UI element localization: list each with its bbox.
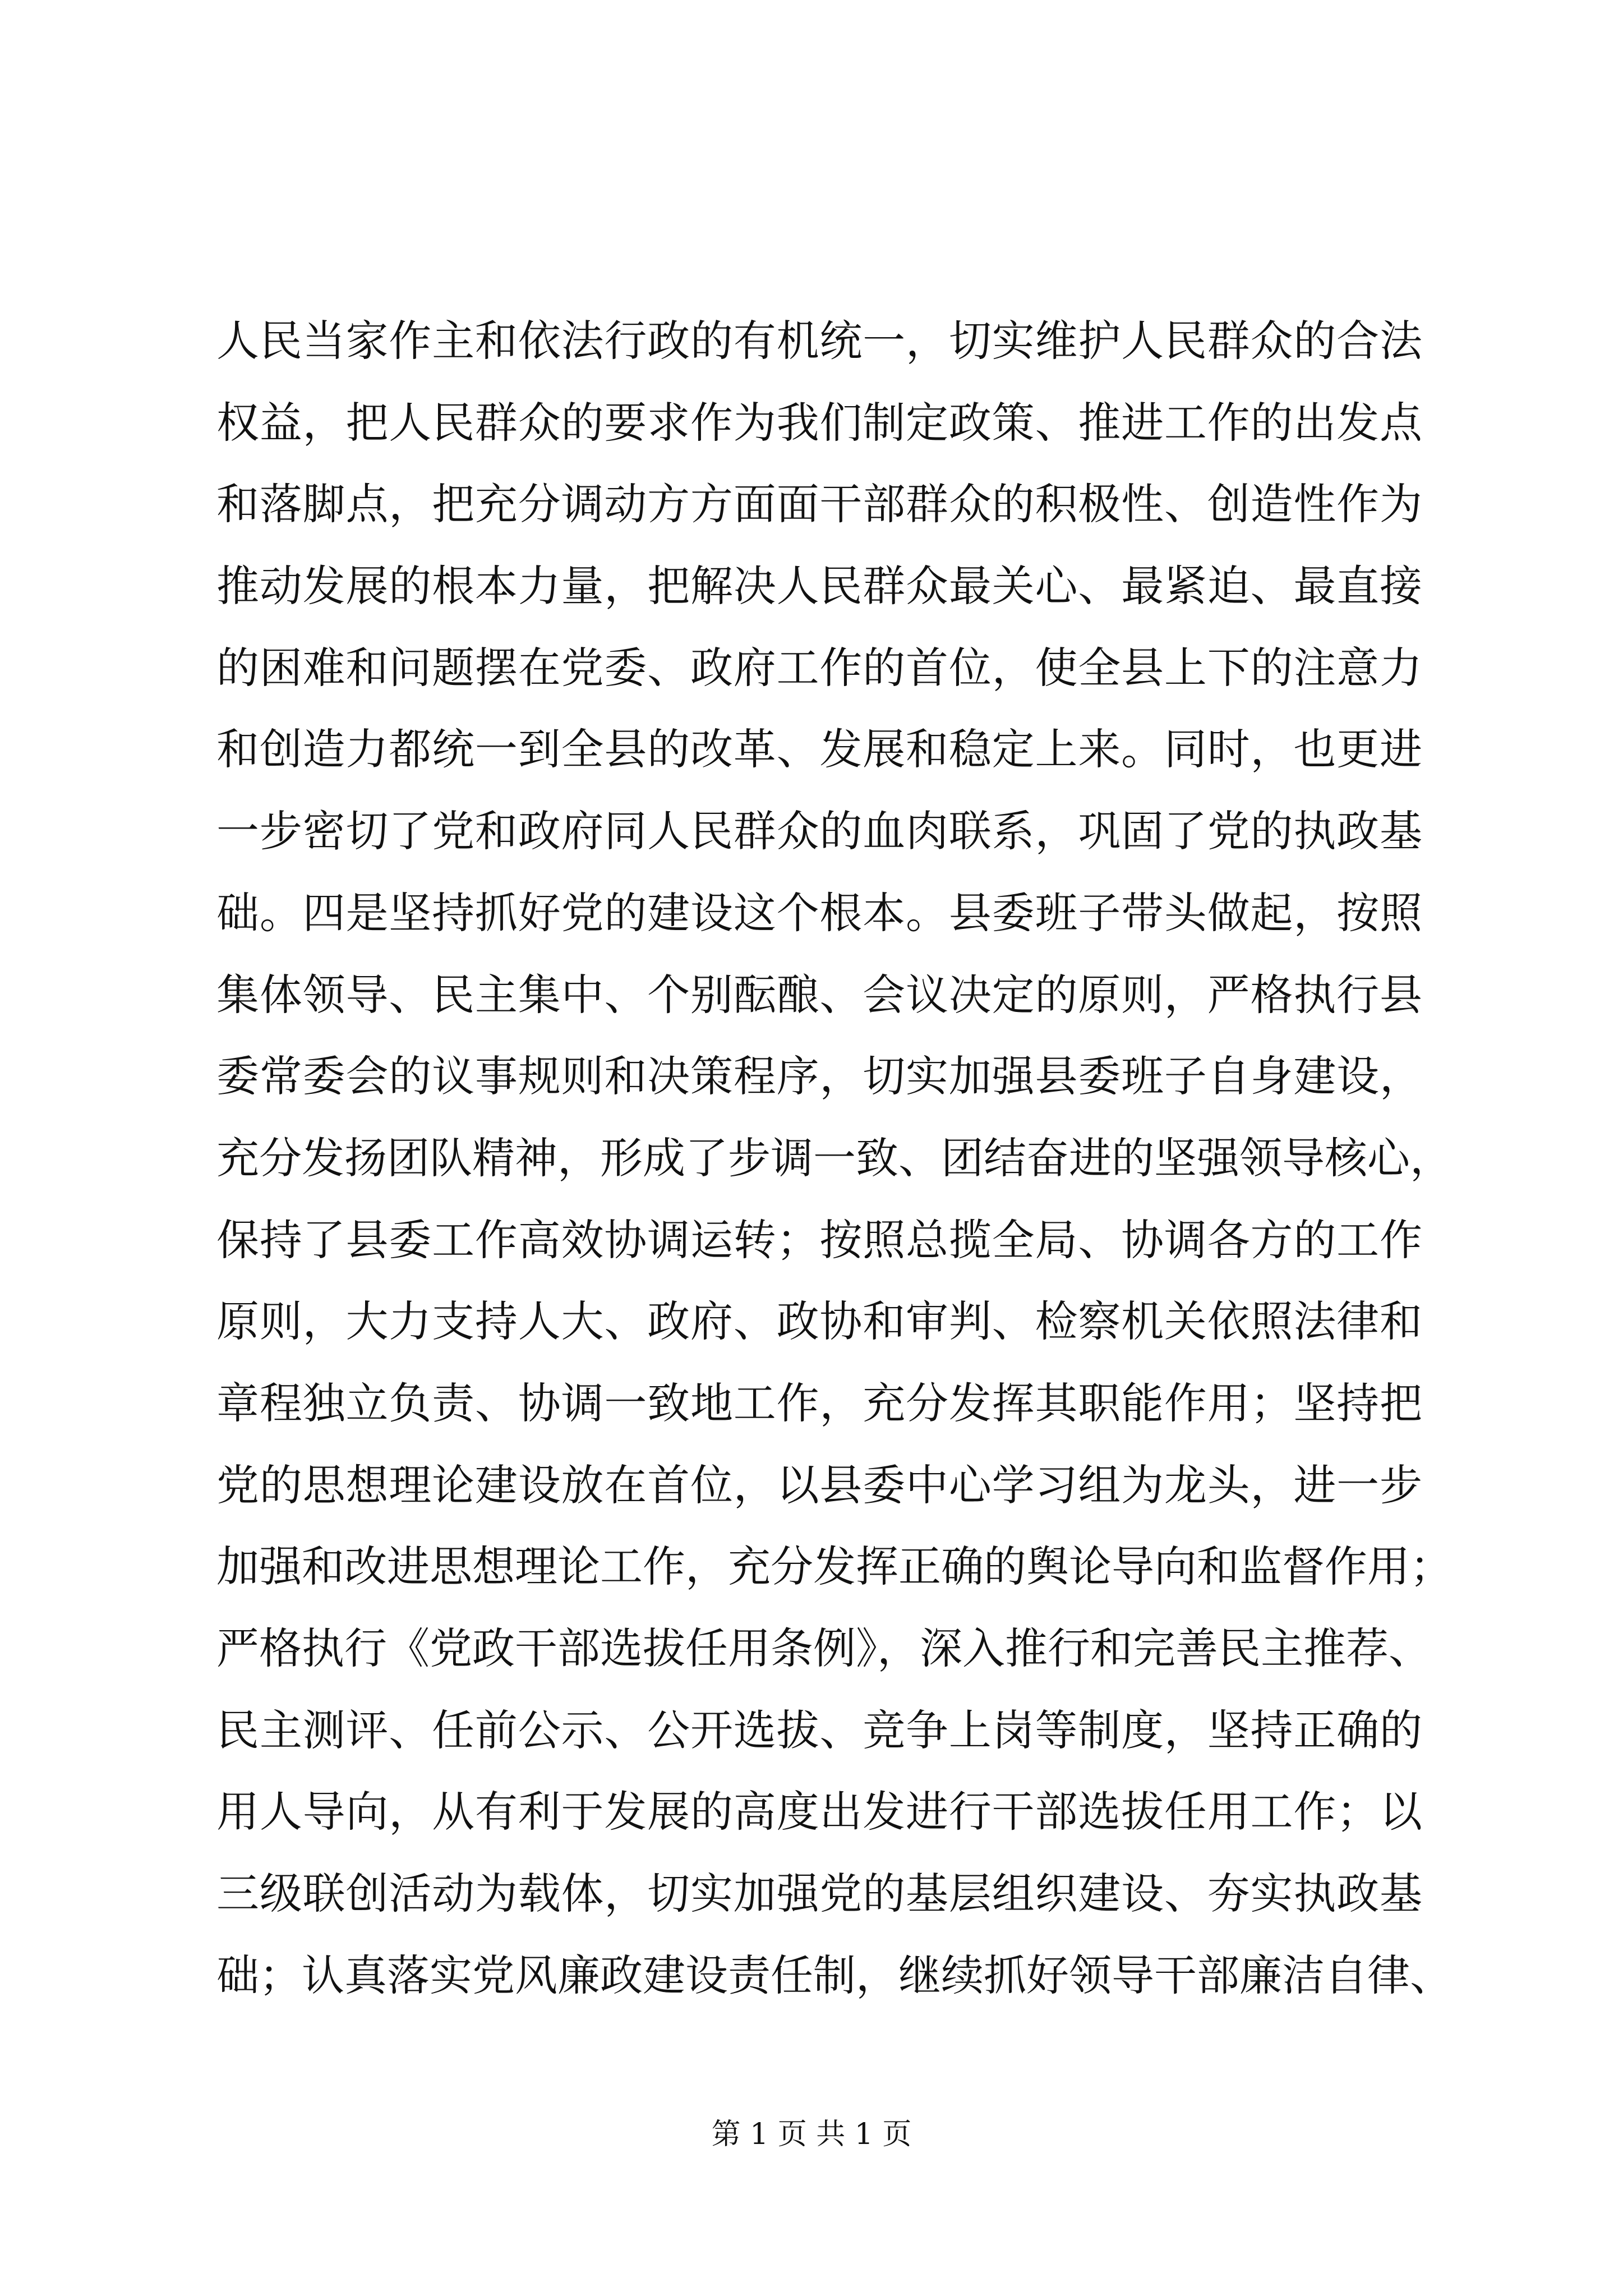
body-text [216,300,1453,2016]
text-line: 推动发展的根本力量，把解决人民群众最关心、最紧迫、最直接 [216,561,1422,611]
text-line: 和创造力都统一到全县的改革、发展和稳定上来。同时，也更进 [216,724,1422,775]
text-line: 用人导向，从有利于发展的高度出发进行干部选拔任用工作；以 [216,1787,1422,1837]
text-line: 章程独立负责、协调一致地工作，充分发挥其职能作用；坚持把 [216,1378,1422,1428]
text-line: 人民当家作主和依法行政的有机统一，切实维护人民群众的合法 [216,316,1422,366]
text-line: 民主测评、任前公示、公开选拔、竞争上岗等制度，坚持正确的 [216,1705,1422,1755]
text-line: 础。四是坚持抓好党的建设这个根本。县委班子带头做起，按照 [216,887,1422,938]
text-line: 保持了县委工作高效协调运转；按照总揽全局、协调各方的工作 [216,1214,1422,1265]
text-line: 集体领导、民主集中、个别酝酿、会议决定的原则，严格执行县 [216,969,1422,1020]
page-footer: 第 1 页 共 1 页 [711,2118,912,2151]
text-line: 的困难和问题摆在党委、政府工作的首位，使全县上下的注意力 [216,642,1422,693]
text-line: 委常委会的议事规则和决策程序，切实加强县委班子自身建设， [216,1051,1422,1102]
text-line: 础；认真落实党风廉政建设责任制，继续抓好领导干部廉洁自律、 [216,1950,1453,2000]
text-line: 和落脚点，把充分调动方方面面干部群众的积极性、创造性作为 [216,479,1422,530]
text-line: 权益，把人民群众的要求作为我们制定政策、推进工作的出发点 [216,397,1422,448]
text-line: 原则，大力支持人大、政府、政协和审判、检察机关依照法律和 [216,1296,1422,1347]
text-line: 一步密切了党和政府同人民群众的血肉联系，巩固了党的执政基 [216,806,1422,857]
text-line: 充分发扬团队精神，形成了步调一致、团结奋进的坚强领导核心， [216,1133,1453,1183]
text-line: 加强和改进思想理论工作，充分发挥正确的舆论导向和监督作用； [216,1542,1453,1592]
text-line: 党的思想理论建设放在首位，以县委中心学习组为龙头，进一步 [216,1460,1422,1510]
text-line: 严格执行《党政干部选拔任用条例》，深入推行和完善民主推荐、 [216,1623,1431,1673]
text-line: 三级联创活动为载体，切实加强党的基层组织建设、夯实执政基 [216,1869,1422,1919]
